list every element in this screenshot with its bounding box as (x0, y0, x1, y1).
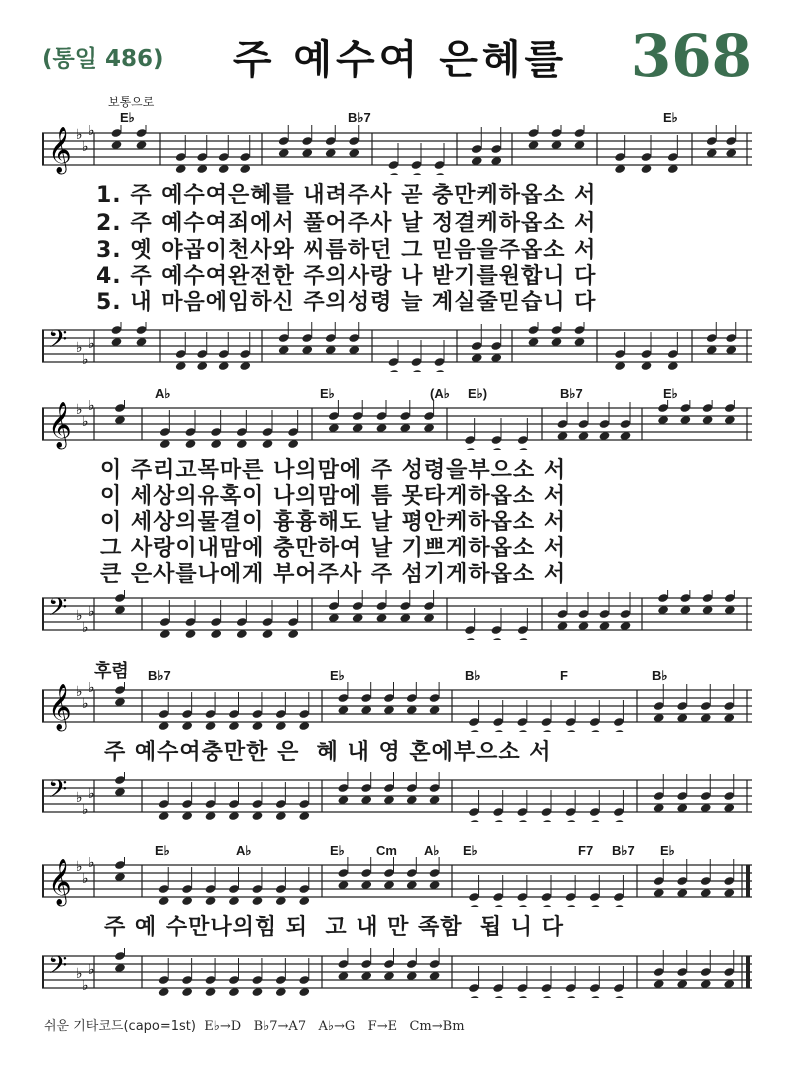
chord-label: B♭ (465, 668, 481, 683)
notehead (613, 904, 625, 907)
notehead (589, 904, 601, 907)
treble-clef-icon: 𝄞 (48, 684, 72, 730)
treble-staff (42, 125, 752, 175)
treble-clef-icon: 𝄞 (48, 859, 72, 905)
notehead (516, 995, 528, 998)
flat-sign-icon: ♭ (88, 857, 95, 871)
notehead (434, 172, 446, 175)
chord-label: A♭ (424, 843, 440, 858)
notehead (589, 995, 601, 998)
flat-sign-icon: ♭ (88, 786, 95, 802)
notehead (492, 729, 504, 732)
lyric-verse-3: 이 세상의물결이 흉흉해도 날 평안케하옵소 서 (100, 510, 567, 535)
flat-sign-icon: ♭ (88, 125, 95, 139)
notehead (516, 819, 528, 822)
chord-label: E♭ (120, 110, 135, 125)
hymn-number: 368 (630, 22, 752, 90)
flat-sign-icon: ♭ (82, 352, 89, 368)
refrain-label: 후렴 (94, 661, 129, 682)
notehead (411, 369, 423, 372)
flat-sign-icon: ♭ (82, 802, 89, 818)
hymn-title: 주 예수여 은혜를 (232, 37, 568, 83)
notehead (589, 819, 601, 822)
notehead (388, 172, 400, 175)
notehead (541, 729, 553, 732)
notehead (491, 447, 503, 450)
old-hymn-number: (통일 486) (42, 46, 164, 72)
notehead (613, 995, 625, 998)
flat-sign-icon: ♭ (88, 604, 95, 620)
notehead (565, 904, 577, 907)
notehead (541, 995, 553, 998)
chord-label: B♭7 (612, 843, 635, 858)
notehead (541, 819, 553, 822)
lyric-verse-1: 1. 주 예수여은혜를 내려주사 곧 충만케하옵소 서 (96, 183, 597, 208)
notehead (411, 172, 423, 175)
lyric-verse-3: 3. 옛 야곱이천사와 씨름하던 그 믿음을주옵소 서 (96, 238, 597, 263)
flat-sign-icon: ♭ (88, 682, 95, 696)
chord-label: B♭ (652, 668, 668, 683)
chord-label: B♭7 (560, 386, 583, 401)
bass-staff (42, 948, 752, 998)
notehead (491, 637, 503, 640)
bass-staff (42, 322, 752, 372)
flat-sign-icon: ♭ (76, 402, 83, 418)
treble-staff (42, 400, 752, 450)
flat-sign-icon: ♭ (88, 336, 95, 352)
notehead (468, 729, 480, 732)
notehead (565, 995, 577, 998)
bass-clef-icon: 𝄢 (48, 593, 68, 628)
flat-sign-icon: ♭ (82, 414, 89, 430)
final-barline (746, 956, 750, 988)
chord-label: Cm (376, 843, 397, 858)
flat-sign-icon: ♭ (76, 340, 83, 356)
chord-label: E♭ (463, 843, 478, 858)
chord-label: B♭7 (148, 668, 171, 683)
chord-label: E♭) (468, 386, 488, 401)
bass-staff (42, 590, 752, 640)
bass-clef-icon: 𝄢 (48, 775, 68, 810)
notehead (589, 729, 601, 732)
final-barline (746, 865, 750, 897)
flat-sign-icon: ♭ (76, 790, 83, 806)
chord-label: F (560, 668, 568, 683)
guitar-chord-note (44, 1015, 465, 1034)
flat-sign-icon: ♭ (76, 684, 83, 700)
notehead (565, 819, 577, 822)
notehead (388, 369, 400, 372)
chord-label: E♭ (663, 386, 678, 401)
guitar-chord-label: 쉬운 기타코드(capo=1st) (44, 1019, 196, 1034)
notehead (565, 729, 577, 732)
chord-label: A♭ (155, 386, 171, 401)
lyric-verse-4: 4. 주 예수여완전한 주의사랑 나 받기를원합니 다 (96, 264, 597, 289)
lyric-verse-1: 이 주리고목마른 나의맘에 주 성령을부으소 서 (100, 458, 567, 483)
chord-label: E♭ (330, 668, 345, 683)
lyric-verse-4: 그 사랑이내맘에 충만하여 날 기쁘게하옵소 서 (100, 536, 567, 561)
notehead (517, 637, 529, 640)
notehead (468, 904, 480, 907)
treble-clef-icon: 𝄞 (48, 402, 72, 448)
treble-clef-icon: 𝄞 (48, 127, 72, 173)
treble-staff (42, 857, 752, 907)
notehead (516, 729, 528, 732)
chord-label: B♭7 (348, 110, 371, 125)
flat-sign-icon: ♭ (76, 608, 83, 624)
chord-label: E♭ (663, 110, 678, 125)
flat-sign-icon: ♭ (88, 962, 95, 978)
chord-label: E♭ (320, 386, 335, 401)
notehead (468, 995, 480, 998)
chord-label: E♭ (330, 843, 345, 858)
lyric-verse-5: 5. 내 마음에임하신 주의성령 늘 계실줄믿습니 다 (96, 290, 597, 315)
flat-sign-icon: ♭ (82, 978, 89, 994)
notehead (464, 447, 476, 450)
notehead (492, 819, 504, 822)
bass-clef-icon: 𝄢 (48, 951, 68, 986)
notehead (492, 995, 504, 998)
notehead (517, 447, 529, 450)
guitar-chord-list: E♭→D B♭7→A7 A♭→G F→E Cm→Bm (204, 1019, 465, 1034)
flat-sign-icon: ♭ (82, 620, 89, 636)
notehead (541, 904, 553, 907)
notehead (468, 819, 480, 822)
tempo-marking: 보통으로 (108, 95, 155, 109)
flat-sign-icon: ♭ (82, 696, 89, 712)
flat-sign-icon: ♭ (76, 127, 83, 143)
notehead (613, 819, 625, 822)
notehead (434, 369, 446, 372)
flat-sign-icon: ♭ (76, 859, 83, 875)
lyric-final-line: 주 예 수만나의힘 되 고 내 만 족함 됩 니 다 (104, 915, 564, 940)
notehead (516, 904, 528, 907)
flat-sign-icon: ♭ (76, 966, 83, 982)
chord-label: (A♭ (430, 386, 450, 401)
flat-sign-icon: ♭ (82, 871, 89, 887)
chord-label: F7 (578, 843, 594, 858)
bass-clef-icon: 𝄢 (48, 325, 68, 360)
lyric-verse-2: 이 세상의유혹이 나의맘에 틈 못타게하옵소 서 (100, 484, 567, 509)
flat-sign-icon: ♭ (82, 139, 89, 155)
lyric-verse-5: 큰 은사를나에게 부어주사 주 섬기게하옵소 서 (100, 562, 567, 587)
chord-label: A♭ (236, 843, 252, 858)
notehead (613, 729, 625, 732)
lyric-refrain-line-1: 주 예수여충만한 은 혜 내 영 혼에부으소 서 (104, 740, 552, 765)
notehead (464, 637, 476, 640)
notehead (492, 904, 504, 907)
bass-staff (42, 772, 752, 822)
flat-sign-icon: ♭ (88, 400, 95, 414)
chord-label: E♭ (155, 843, 170, 858)
treble-staff (42, 682, 752, 732)
lyric-verse-2: 2. 주 예수여죄에서 풀어주사 날 정결케하옵소 서 (96, 211, 597, 236)
chord-label: E♭ (660, 843, 675, 858)
